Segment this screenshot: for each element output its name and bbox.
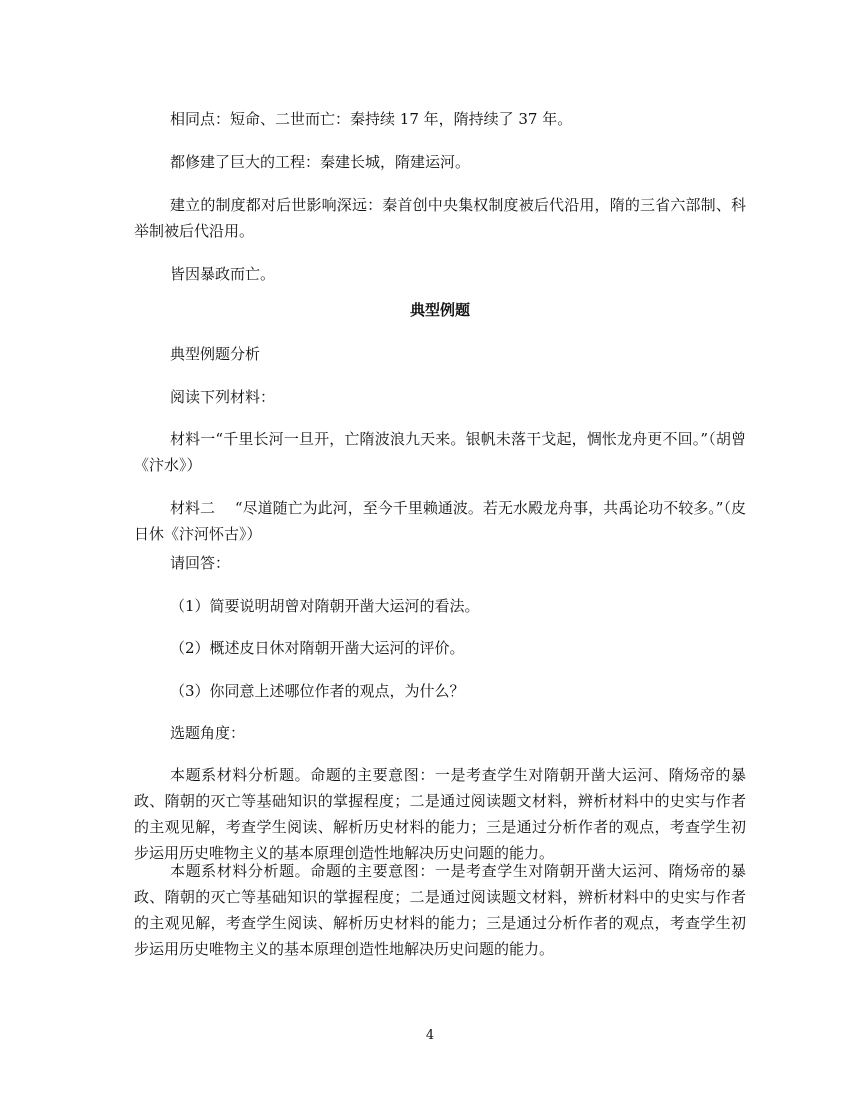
paragraph-example-analysis: 典型例题分析	[170, 345, 261, 363]
paragraph-intent-2: 本题系材料分析题。命题的主要意图：一是考查学生对隋朝开凿大运河、隋炀帝的暴政、隋朝的灭亡等基础知识的掌握程度；二是通过阅读题文材料，辨析材料中的史实与作者的主观见解，考查学生阅读、解析历史材料的能力；三是通过分析作者的观点，考查学生初步运用历史唯物主义的基本原理创造性地解决历史问题的能力。	[134, 862, 746, 958]
page-number: 4	[425, 1028, 435, 1043]
section-title: 典型例题	[409, 301, 470, 319]
paragraph-please-answer: 请回答：	[170, 554, 231, 572]
paragraph-read-materials: 阅读下列材料：	[170, 388, 276, 406]
paragraph-material-two: 材料二 “尽道随亡为此河，至今千里赖通波。若无水殿龙舟事，共禹论功不较多。”（皮日休《汴河怀古》）	[134, 499, 746, 543]
question-1: （1）简要说明胡曾对隋朝开凿大运河的看法。	[170, 597, 480, 615]
paragraph-projects: 都修建了巨大的工程：秦建长城，隋建运河。	[170, 153, 471, 171]
paragraph-similarities: 相同点：短命、二世而亡：秦持续 17 年，隋持续了 37 年。	[170, 110, 573, 128]
paragraph-systems: 建立的制度都对后世影响深远：秦首创中央集权制度被后代沿用，隋的三省六部制、科举制被后代沿用。	[134, 196, 746, 240]
paragraph-tyranny: 皆因暴政而亡。	[170, 265, 276, 283]
paragraph-material-one: 材料一“千里长河一旦开，亡隋波浪九天来。银帆未落干戈起，惆怅龙舟更不回。”（胡曾《汴水》）	[134, 430, 746, 474]
question-2: （2）概述皮日休对隋朝开凿大运河的评价。	[170, 639, 465, 657]
question-3: （3）你同意上述哪位作者的观点，为什么？	[170, 682, 465, 700]
paragraph-intent-1: 本题系材料分析题。命题的主要意图：一是考查学生对隋朝开凿大运河、隋炀帝的暴政、隋朝的灭亡等基础知识的掌握程度；二是通过阅读题文材料，辨析材料中的史实与作者的主观见解，考查学生阅读、解析历史材料的能力；三是通过分析作者的观点，考查学生初步运用历史唯物主义的基本原理创造性地解决历史问题的能力。	[134, 766, 746, 862]
paragraph-angle: 选题角度：	[170, 724, 246, 742]
